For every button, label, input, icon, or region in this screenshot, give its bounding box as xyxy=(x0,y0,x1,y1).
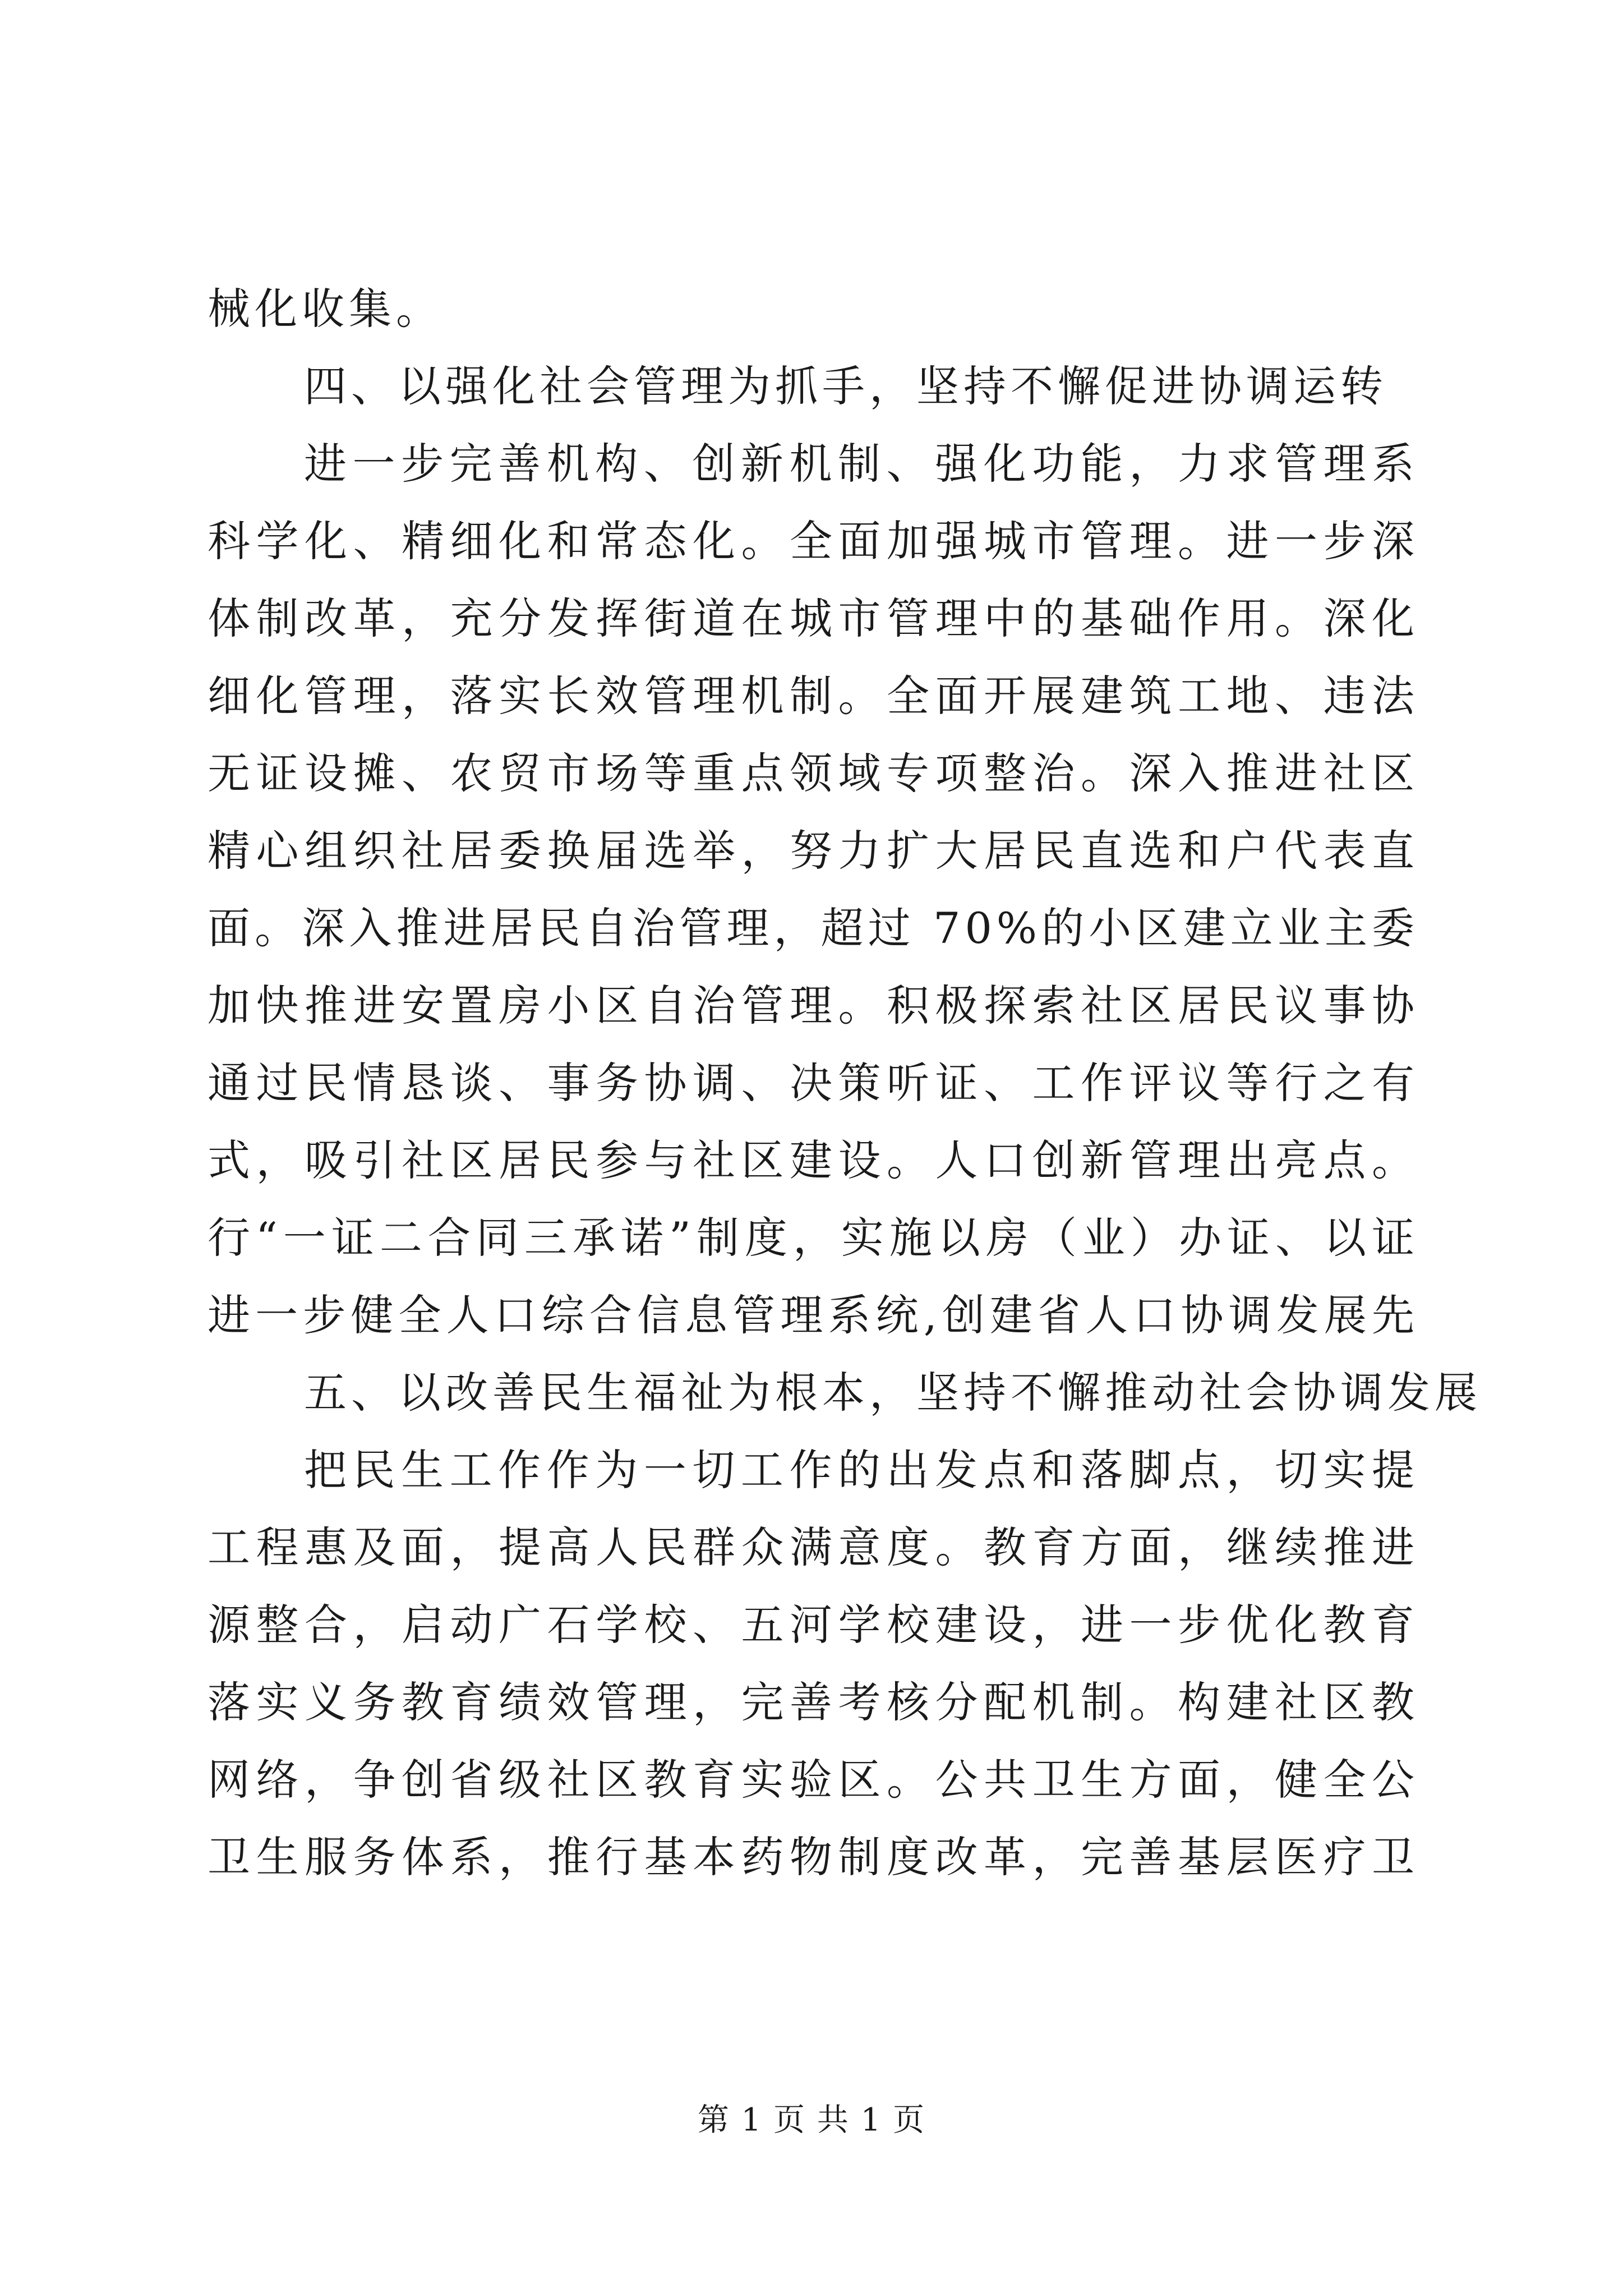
text-line: 进一步完善机构、创新机制、强化功能，力求管理系 xyxy=(304,439,1419,489)
text-line: 通过民情恳谈、事务协调、决策听证、工作评议等行之有 xyxy=(208,1058,1419,1108)
text-line: 落实义务教育绩效管理，完善考核分配机制。构建社区教 xyxy=(208,1677,1419,1727)
page-footer xyxy=(0,2098,1623,2143)
section-heading-4: 四、以强化社会管理为抓手，坚持不懈促进协调运转 xyxy=(304,361,1387,411)
document-body xyxy=(208,270,1482,1896)
text-line: 源整合，启动广石学校、五河学校建设，进一步优化教育 xyxy=(208,1600,1419,1650)
section-heading-5: 五、以改善民生福祉为根本，坚持不懈推动社会协调发展 xyxy=(304,1368,1482,1418)
text-line: 无证设摊、农贸市场等重点领域专项整治。深入推进社区 xyxy=(208,748,1419,798)
text-line: 工程惠及面，提高人民群众满意度。教育方面，继续推进 xyxy=(208,1522,1419,1572)
text-line: 细化管理，落实长效管理机制。全面开展建筑工地、违法 xyxy=(208,671,1419,721)
page-number: 第 1 页 共 1 页 xyxy=(697,2102,926,2138)
text-line: 行“一证二合同三承诺”制度，实施以房（业）办证、以证 xyxy=(208,1213,1419,1263)
text-line: 面。深入推进居民自治管理，超过 70%的小区建立业主委 xyxy=(208,903,1419,953)
text-line: 体制改革，充分发挥街道在城市管理中的基础作用。深化 xyxy=(208,593,1419,643)
text-line: 械化收集。 xyxy=(208,284,443,334)
text-line: 卫生服务体系，推行基本药物制度改革，完善基层医疗卫 xyxy=(208,1832,1419,1882)
text-line: 网络，争创省级社区教育实验区。公共卫生方面，健全公 xyxy=(208,1755,1419,1805)
text-line: 进一步健全人口综合信息管理系统,创建省人口协调发展先 xyxy=(208,1290,1419,1340)
text-line: 科学化、精细化和常态化。全面加强城市管理。进一步深 xyxy=(208,516,1419,566)
text-line: 精心组织社居委换届选举，努力扩大居民直选和户代表直 xyxy=(208,826,1419,876)
text-line: 把民生工作作为一切工作的出发点和落脚点，切实提 xyxy=(304,1445,1419,1495)
text-line: 加快推进安置房小区自治管理。积极探索社区居民议事协 xyxy=(208,981,1419,1030)
text-line: 式，吸引社区居民参与社区建设。人口创新管理出亮点。 xyxy=(208,1135,1419,1185)
